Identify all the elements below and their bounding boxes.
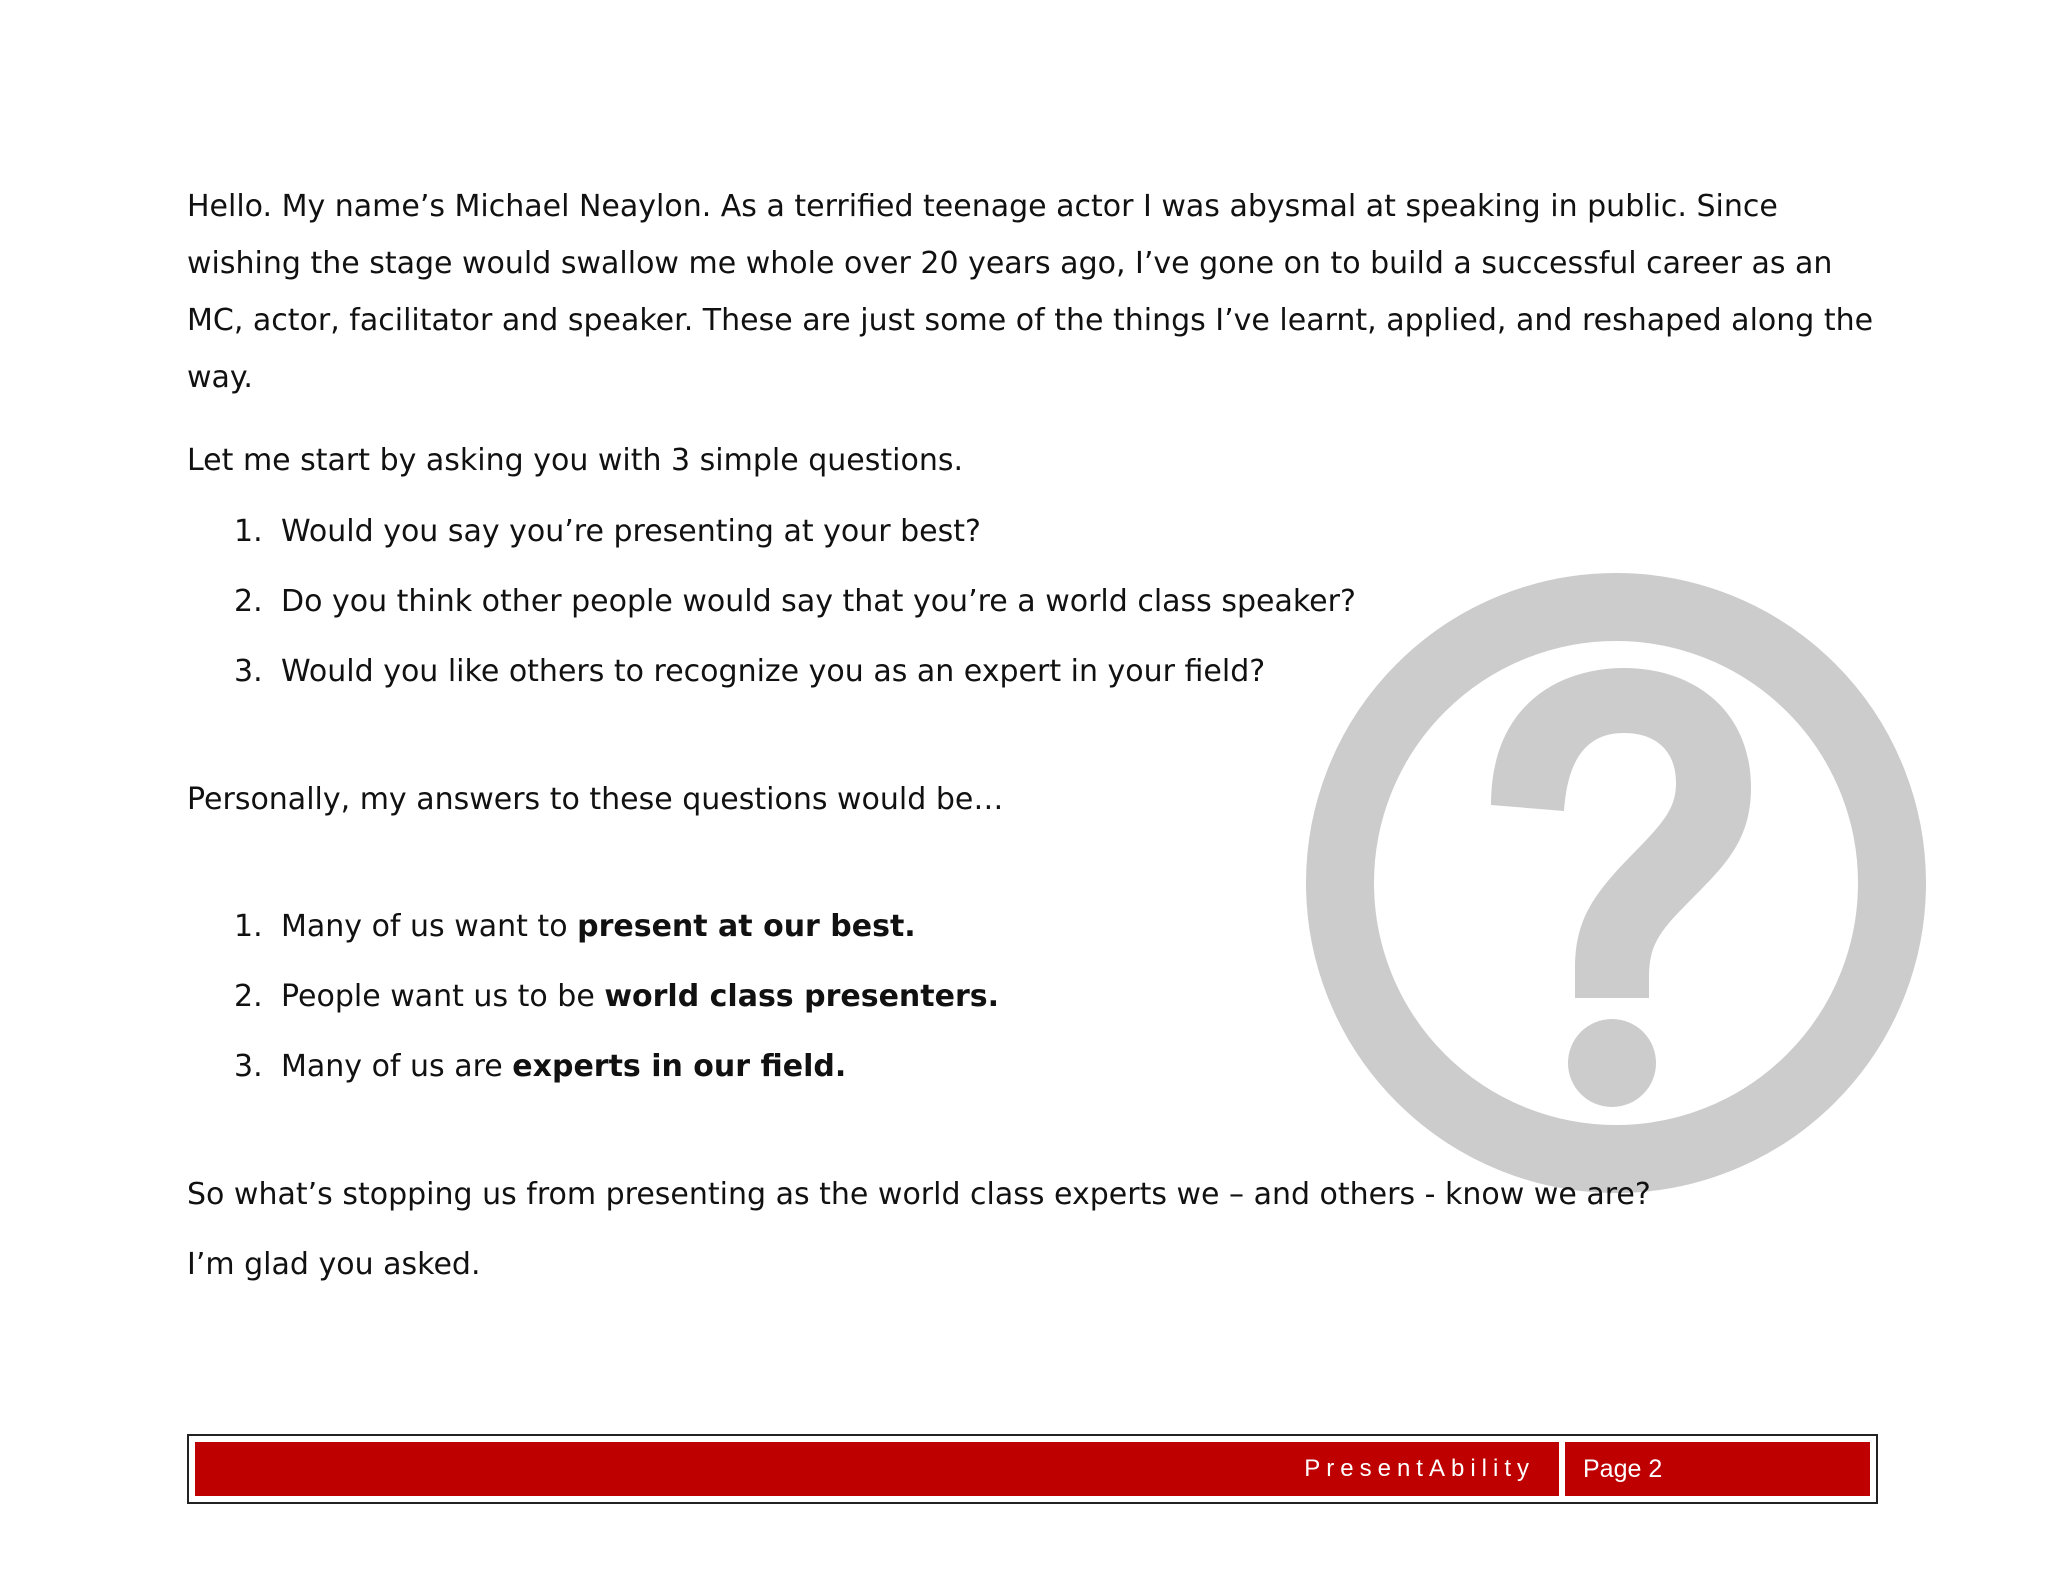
list-number: 1. [234,909,263,944]
closing-question: So what’s stopping us from presenting as the world class experts we – and others - know we are? [187,1177,1651,1212]
list-number: 2. [234,979,263,1014]
list-number: 3. [234,1049,263,1084]
list-item [187,643,1887,713]
questions-list [187,503,1887,713]
answer-prefix: People want us to be [281,979,605,1014]
list-number: 3. [234,654,263,689]
main-content [187,178,1887,1293]
answers-list [187,898,1887,1108]
answer-emphasis: experts in our field. [512,1049,847,1084]
footer-page-number: Page 2 [1565,1442,1870,1496]
answer-prefix: Many of us want to [281,909,578,944]
list-number: 2. [234,584,263,619]
question-text: Would you like others to recognize you as an expert in your field? [281,654,1266,689]
answer-emphasis: present at our best. [577,909,916,944]
answers-intro: Personally, my answers to these questions would be… [187,782,1004,817]
list-item [187,1038,1887,1108]
list-item [187,573,1887,643]
intro-paragraph: Hello. My name’s Michael Neaylon. As a terrified teenage actor I was abysmal at speaking in public. Since wishing the stage would swallow me whole over 20 years ago, I’ve gone on to build a successful career as an MC, actor, facilitator and speaker. These are just some of the things I’ve learnt, applied, and reshaped along the way. [187,189,1874,395]
list-item [187,503,1887,573]
answer-prefix: Many of us are [281,1049,513,1084]
page-footer [187,1434,1878,1504]
answer-emphasis: world class presenters. [604,979,1000,1014]
list-item [187,898,1887,968]
list-number: 1. [234,514,263,549]
question-text: Do you think other people would say that you’re a world class speaker? [281,584,1356,619]
closing-reply: I’m glad you asked. [187,1247,481,1282]
question-text: Would you say you’re presenting at your best? [281,514,981,549]
footer-brand: PresentAbility [195,1442,1559,1496]
list-item [187,968,1887,1038]
questions-lead: Let me start by asking you with 3 simple questions. [187,443,964,478]
